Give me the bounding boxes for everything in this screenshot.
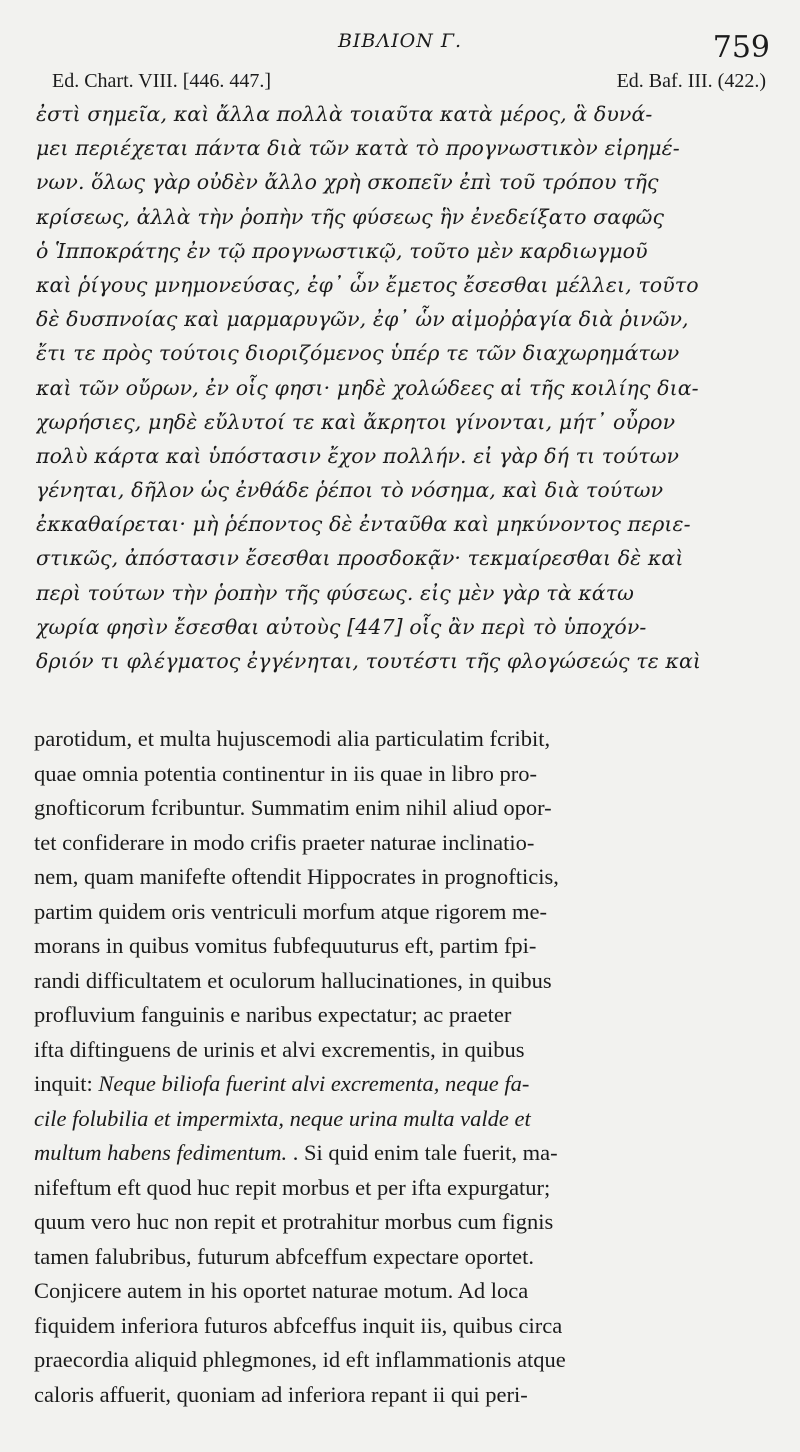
edition-chart: Ed. Chart. VIII. [446. 447.] <box>52 70 272 92</box>
latin-italic-text: cile folubilia et impermixta, neque urina multa valde et <box>34 1105 531 1131</box>
latin-line: morans in quibus vomitus fubfequuturus eft, partim fpi- <box>34 933 537 958</box>
latin-line: quum vero huc non repit et protrahitur morbus cum fignis <box>34 1209 554 1234</box>
latin-line: gnofticorum fcribuntur. Summatim enim nihil aliud opor- <box>34 795 552 820</box>
latin-line <box>34 1136 770 1171</box>
latin-line: quae omnia potentia continentur in iis quae in libro pro- <box>34 760 537 786</box>
greek-line: καὶ ῥίγους μνημονεύσας, ἐφ᾽ ὧν ἔμετος ἔσεσθαι μέλλει, τοῦτο <box>36 272 699 297</box>
latin-line: caloris affuerit, quoniam ad inferiora repant ii qui peri- <box>34 1381 528 1407</box>
latin-line: partim quidem oris ventriculi morfum atque rigorem me- <box>34 898 547 924</box>
latin-line: tet confiderare in modo crifis praeter naturae inclinatio- <box>34 829 535 855</box>
greek-line: χωρία φησὶν ἔσεσθαι αὐτοὺς [447] οἷς ἂν περὶ τὸ ὑποχόν- <box>36 614 647 639</box>
latin-line: ifta diftinguens de urinis et alvi excrementis, in quibus <box>34 1036 525 1062</box>
latin-line: fiquidem inferiora futuros abfceffus inquit iis, quibus circa <box>34 1312 563 1338</box>
latin-text-block <box>34 722 770 1412</box>
running-head: ΒΙΒΛΙΟΝ Γ. <box>337 30 463 52</box>
greek-line: ἐκκαθαίρεται· μὴ ῥέποντος δὲ ἐνταῦθα καὶ μηκύνοντος περιε- <box>36 512 691 537</box>
edition-basel: Ed. Baf. III. (422.) <box>616 70 766 92</box>
greek-line: χωρήσιες, μηδὲ εὔλυτοί τε καὶ ἄκρητοι γίνονται, μήτ᾽ οὖρον <box>36 409 676 434</box>
edition-line <box>52 70 766 93</box>
latin-line <box>34 1067 770 1102</box>
latin-line: praecordia aliquid phlegmones, id eft inflammationis atque <box>34 1347 566 1372</box>
greek-line: μει περιέχεται πάντα διὰ τῶν κατὰ τὸ προγνωστικὸν εἰρημέ- <box>36 136 680 161</box>
latin-text: . Si quid enim tale fuerit, ma- <box>287 1140 558 1165</box>
latin-line <box>34 1102 770 1137</box>
greek-line: στικῶς, ἀπόστασιν ἔσεσθαι προσδοκᾷν· τεκμαίρεσθαι δὲ καὶ <box>36 546 684 571</box>
latin-line: Conjicere autem in his oportet naturae motum. Ad loca <box>34 1278 529 1303</box>
greek-line: καὶ τῶν οὔρων, ἐν οἷς φησι· μηδὲ χολώδεες αἱ τῆς κοιλίης δια- <box>36 375 699 400</box>
latin-line: randi difficultatem et oculorum hallucinationes, in quibus <box>34 967 552 993</box>
latin-line: nifeftum eft quod huc repit morbus et per ifta expurgatur; <box>34 1174 551 1200</box>
latin-italic-text: Neque biliofa fuerint alvi excrementa, neque fa- <box>98 1071 530 1096</box>
latin-line: parotidum, et multa hujuscemodi alia particulatim fcribit, <box>34 726 551 751</box>
greek-line: κρίσεως, ἀλλὰ τὴν ῥοπὴν τῆς φύσεως ἣν ἐνεδείξατο σαφῶς <box>36 204 665 229</box>
latin-line: nem, quam manifefte oftendit Hippocrates in prognofticis, <box>34 864 559 889</box>
latin-text: inquit: <box>34 1071 99 1096</box>
greek-line: γένηται, δῆλον ὡς ἐνθάδε ῥέποι τὸ νόσημα, καὶ διὰ τούτων <box>36 478 664 503</box>
greek-line: δὲ δυσπνοίας καὶ μαρμαρυγῶν, ἐφ᾽ ὧν αἱμοῤῥαγία διὰ ῥινῶν, <box>36 307 689 332</box>
latin-line: tamen falubribus, futurum abfceffum expectare oportet. <box>34 1243 535 1269</box>
page-number: 759 <box>712 30 770 65</box>
greek-line: νων. ὅλως γὰρ οὐδὲν ἄλλο χρὴ σκοπεῖν ἐπὶ τοῦ τρόπου τῆς <box>36 170 659 195</box>
greek-line: ὁ Ἱπποκράτης ἐν τῷ προγνωστικῷ, τοῦτο μὲν καρδιωγμοῦ <box>36 238 648 263</box>
greek-line: περὶ τούτων τὴν ῥοπὴν τῆς φύσεως. εἰς μὲν γὰρ τὰ κάτω <box>36 580 634 605</box>
greek-line: δριόν τι φλέγματος ἐγγένηται, τουτέστι τῆς φλογώσεώς τε καὶ <box>36 649 702 673</box>
greek-text-block <box>36 97 770 678</box>
greek-line: πολὺ κάρτα καὶ ὑπόστασιν ἔχον πολλήν. εἰ γὰρ δή τι τούτων <box>36 443 680 468</box>
greek-line: ἐστὶ σημεῖα, καὶ ἄλλα πολλὰ τοιαῦτα κατὰ μέρος, ἃ δυνά- <box>36 102 653 126</box>
greek-line: ἔτι τε πρὸς τούτοις διοριζόμενος ὑπέρ τε τῶν διαχωρημάτων <box>36 341 680 366</box>
latin-line: profluvium fanguinis e naribus expectatur; ac praeter <box>34 1002 512 1027</box>
latin-italic-text: multum habens fedimentum. <box>34 1140 288 1165</box>
